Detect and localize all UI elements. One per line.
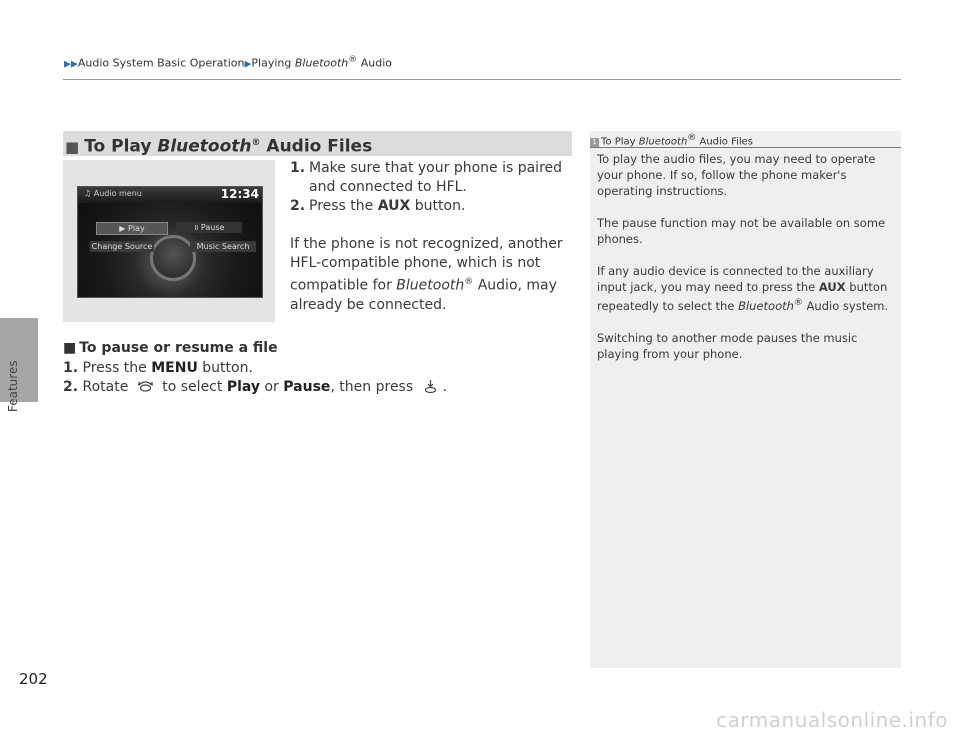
screen-option-pause: ॥ Pause <box>176 222 242 233</box>
sidebar-paragraph-4: Switching to another mode pauses the music playing from your phone. <box>597 330 858 361</box>
pause-step-2-bold2: Pause <box>283 379 331 395</box>
step-2-number: 2. <box>290 198 306 214</box>
subsection-heading <box>63 340 278 356</box>
rotate-dial-icon <box>137 379 154 394</box>
header-divider <box>63 79 901 80</box>
pairing-steps <box>290 159 580 315</box>
breadcrumb <box>64 55 392 70</box>
para3-bold: AUX <box>818 280 846 294</box>
pause-step-1-bold: MENU <box>151 360 198 376</box>
watermark: carmanualsonline.info <box>716 708 948 732</box>
pause-step-2-bold1: Play <box>226 379 261 395</box>
step-2-text-before: Press the <box>309 198 378 214</box>
note-reg: ® <box>464 277 474 287</box>
pause-step-1-before: Press the <box>82 360 152 376</box>
step-1-number: 1. <box>290 160 306 176</box>
section-title-prefix: To Play <box>84 136 158 157</box>
sidebar-body <box>597 151 897 378</box>
section-heading-bar <box>63 131 572 156</box>
sidebar-title-italic: Bluetooth <box>638 136 688 148</box>
sidebar-title-suffix: Audio Files <box>696 136 754 148</box>
section-heading <box>65 131 372 160</box>
subsection-marker-icon: ■ <box>63 340 77 356</box>
pause-step-2 <box>63 378 447 397</box>
screen-option-change-source: Change Source <box>91 242 153 251</box>
screen-menu-title: ♫ Audio menu <box>84 189 142 198</box>
breadcrumb-part-2-suffix: Audio <box>357 56 393 70</box>
pause-step-1 <box>63 359 447 378</box>
pause-step-2-mid1: to select <box>157 379 227 395</box>
subsection-title: To pause or resume a file <box>79 340 278 356</box>
para3-before: If any audio device is connected to the auxiliary input jack, you may need to press the <box>597 264 874 294</box>
pause-step-2-number: 2. <box>63 379 79 395</box>
pause-step-2-mid2: or <box>260 379 284 395</box>
step-2-bold: AUX <box>377 198 411 214</box>
sidebar-paragraph-3 <box>597 263 897 314</box>
sidebar-paragraph-2: The pause function may not be available on some phones. <box>597 216 886 246</box>
note-text-before: If the phone is not recognized, another HFL-compatible phone, which is not compatible for <box>290 236 563 294</box>
breadcrumb-reg-mark: ® <box>348 55 358 65</box>
screen-option-music-search: Music Search <box>190 241 256 252</box>
chapter-label <box>6 352 20 432</box>
section-title-reg: ® <box>251 138 261 148</box>
sidebar-paragraph-1: To play the audio files, you may need to operate your phone. If so, follow the phone maker's operating instructions. <box>597 152 876 198</box>
para3-mid: button repeatedly to select the <box>597 280 888 313</box>
pause-step-1-number: 1. <box>63 360 79 376</box>
para3-reg: ® <box>793 298 803 308</box>
compatibility-note <box>290 235 580 315</box>
sidebar-title-prefix: To Play <box>601 136 639 148</box>
breadcrumb-part-2-italic: Bluetooth <box>294 56 349 70</box>
pause-step-2-after: . <box>442 379 448 395</box>
chapter-label-text: Features <box>6 360 20 412</box>
press-dial-icon <box>422 379 439 394</box>
section-title-suffix: Audio Files <box>260 136 373 157</box>
step-1-text: Make sure that your phone is paired and connected to HFL. <box>309 160 563 195</box>
note-text-after: Audio, may already be connected. <box>290 277 557 313</box>
sidebar-title-reg: ® <box>687 133 697 143</box>
breadcrumb-arrow-icon: ▶ <box>244 59 252 70</box>
para3-italic: Bluetooth <box>738 298 794 313</box>
sidebar-title <box>590 131 901 148</box>
section-marker-icon: ■ <box>65 137 80 156</box>
step-2-text-after: button. <box>410 198 466 214</box>
step-1 <box>290 159 580 197</box>
screen-clock: 12:34 <box>220 187 259 201</box>
reference-icon: 1 <box>590 138 599 147</box>
pause-step-2-mid3: , then press <box>330 379 418 395</box>
page-number: 202 <box>19 670 48 688</box>
sidebar-note <box>590 131 901 668</box>
screen-option-play: ▶ Play <box>96 222 168 235</box>
pause-steps <box>63 359 447 397</box>
pause-step-1-after: button. <box>197 360 253 376</box>
para3-after: Audio system. <box>802 298 889 313</box>
breadcrumb-arrow-icon: ▶▶ <box>64 59 78 70</box>
breadcrumb-part-1: Audio System Basic Operation <box>77 56 245 70</box>
audio-menu-screen <box>77 186 263 298</box>
step-2 <box>290 197 580 216</box>
breadcrumb-part-2-prefix: Playing <box>251 56 295 70</box>
section-title-italic: Bluetooth <box>157 136 252 157</box>
note-italic: Bluetooth <box>396 277 465 294</box>
pause-step-2-before: Rotate <box>82 379 133 395</box>
